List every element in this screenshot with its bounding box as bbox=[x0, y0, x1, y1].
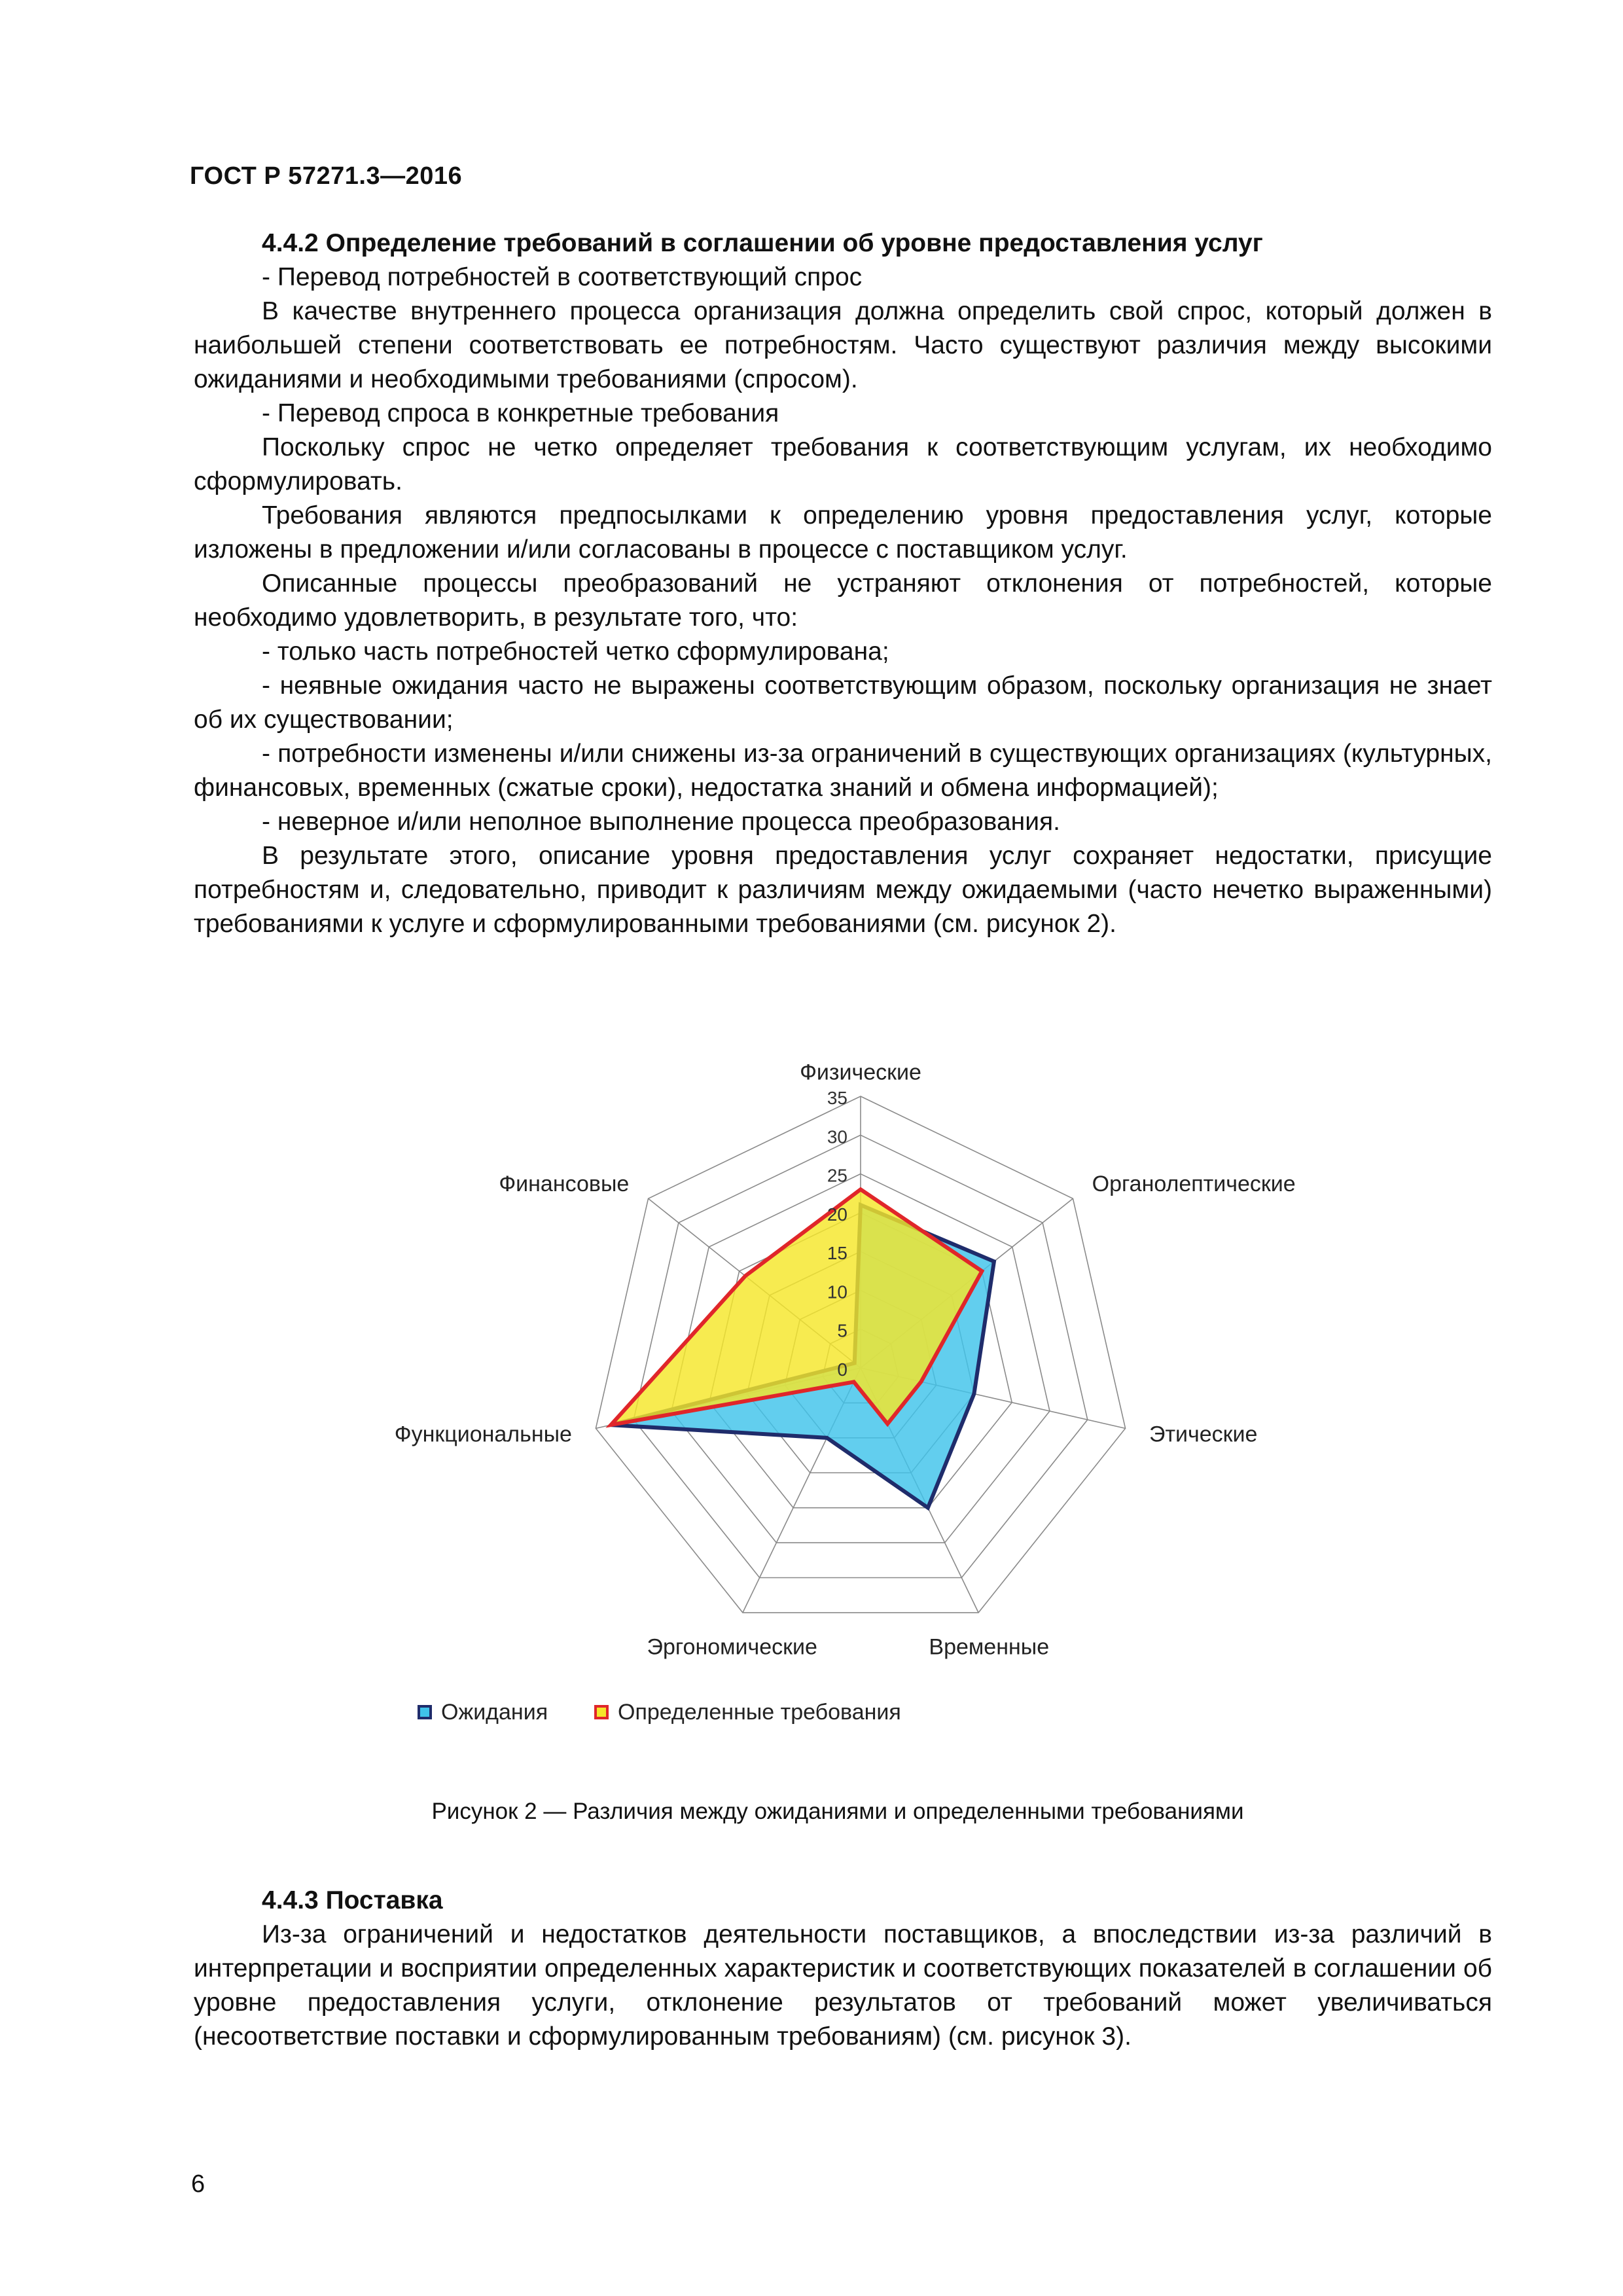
paragraph: В результате этого, описание уровня предоставления услуг сохраняет недостатки, присущие потребностям и, следовательно, приводит к различиям между ожидаемыми (часто нечетко выраженными) требованиями к услуге и сформулированными требованиями (см. рисунок 2). bbox=[194, 842, 1492, 938]
list-item: - потребности изменены и/или снижены из-за ограничений в существующих организациях (культурных, финансовых, временных (сжатые сроки), недостатка знаний и обмена информацией); bbox=[194, 740, 1492, 802]
tick-label: 5 bbox=[837, 1320, 847, 1341]
paragraph: Требования являются предпосылками к определению уровня предоставления услуг, которые изложены в предложении и/или согласованы в процессе с поставщиком услуг. bbox=[194, 501, 1492, 564]
list-item: - только часть потребностей четко сформулирована; bbox=[262, 637, 889, 666]
page-number: 6 bbox=[191, 2170, 205, 2198]
paragraph: - Перевод потребностей в соответствующий спрос bbox=[262, 263, 863, 291]
paragraph: В качестве внутреннего процесса организация должна определить свой спрос, который должен в наибольшей степени соответствовать ее потребностям. Часто существуют различия между высокими ожиданиями и необходимыми требованиями (спросом). bbox=[194, 297, 1492, 393]
section-4-4-3 bbox=[194, 1884, 1492, 2054]
legend-swatch bbox=[419, 1706, 431, 1718]
axis-label: Финансовые bbox=[499, 1171, 630, 1196]
figure-caption: Рисунок 2 — Различия между ожиданиями и определенными требованиями bbox=[431, 1799, 1244, 1824]
paragraph: Поскольку спрос не четко определяет требования к соответствующим услугам, их необходимо сформулировать. bbox=[194, 433, 1492, 495]
paragraph: - Перевод спроса в конкретные требования bbox=[262, 399, 779, 427]
axis-label: Временные bbox=[929, 1634, 1050, 1660]
axis-label: Эргономические bbox=[647, 1634, 817, 1660]
tick-label: 0 bbox=[837, 1359, 847, 1380]
list-item: - неверное и/или неполное выполнение процесса преобразования. bbox=[262, 808, 1060, 836]
section-heading: 4.4.2 Определение требований в соглашении об уровне предоставления услуг bbox=[262, 229, 1263, 257]
paragraph: Из-за ограничений и недостатков деятельности поставщиков, а впоследствии из-за различий в интерпретации и восприятии определенных характеристик и соответствующих показателей в соглашении об уровне предоставления услуги, отклонение результатов от требований может увеличиваться (несоответствие поставки и сформулированным требованиям) (см. рисунок 3). bbox=[194, 1920, 1492, 2051]
paragraph: Описанные процессы преобразований не устраняют отклонения от потребностей, которые необходимо удовлетворить, в результате того, что: bbox=[194, 569, 1492, 632]
radar-chart-figure bbox=[366, 1047, 1315, 1793]
tick-label: 20 bbox=[827, 1204, 847, 1225]
tick-label: 15 bbox=[827, 1243, 847, 1264]
radar-chart bbox=[366, 1047, 1315, 1793]
page-header-standard-code: ГОСТ Р 57271.3—2016 bbox=[190, 162, 463, 190]
legend-swatch bbox=[596, 1706, 607, 1718]
axis-label: Физические bbox=[800, 1060, 921, 1085]
legend-label: Ожидания bbox=[441, 1700, 548, 1725]
section-4-4-2 bbox=[194, 226, 1492, 941]
tick-label: 35 bbox=[827, 1088, 847, 1108]
axis-label: Органолептические bbox=[1092, 1171, 1296, 1196]
section-heading: 4.4.3 Поставка bbox=[262, 1886, 443, 1914]
legend-label: Определенные требования bbox=[618, 1700, 901, 1725]
list-item: - неявные ожидания часто не выражены соответствующим образом, поскольку организация не знает об их существовании; bbox=[194, 672, 1492, 734]
tick-label: 25 bbox=[827, 1165, 847, 1186]
tick-label: 10 bbox=[827, 1282, 847, 1302]
axis-label: Функциональные bbox=[394, 1422, 572, 1447]
axis-label: Этические bbox=[1149, 1422, 1258, 1447]
tick-label: 30 bbox=[827, 1126, 847, 1147]
